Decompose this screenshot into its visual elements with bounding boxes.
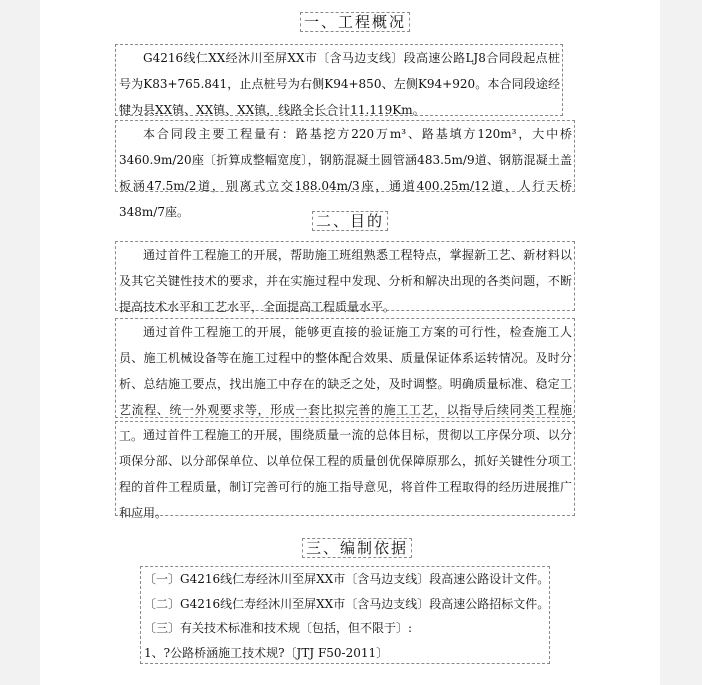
paragraph-text: G4216线仁XX经沐川至屏XX市〔含马边支线〕段高速公路LJ8合同段起点桩号为K83+765.841，止点桩号为右侧K94+850、左侧K94+920。本合同段途经犍为县XX镇、XX镇、XX镇，线路全长合计11.119Km。 [119, 51, 560, 117]
paragraph-text: 通过首件工程施工的开展，能够更直接的验证施工方案的可行性，检查施工人员、施工机械设备等在施工过程中的整体配合效果、质量保证体系运转情况。及时分析、总结施工要点，找出施工中存在的缺乏之处，及时调整。明确质量标准、稳定工艺流程、统一外观要求等，形成一套比拟完善的施工工艺，以指导后续同类工程施工。 [119, 325, 572, 443]
section-heading-overview: 一、工程概况 [300, 12, 410, 32]
section-heading-basis: 三、编制依据 [302, 538, 412, 558]
basis-item-tender-docs: 〔二〕G4216线仁寿经沐川至屏XX市〔含马边支线〕段高速公路招标文件。 [144, 596, 550, 611]
paragraph-text: 本合同段主要工程量有：路基挖方220万m³、路基填方120m³，大中桥3460.9m/20座〔折算成整幅宽度〕，钢筋混凝土圆管涵483.5m/9道、钢筋混凝土盖板涵47.5m/2道，别离式立交188.04m/3座，通道400.25m/12道，人行天桥348m/7座。 [119, 127, 572, 219]
document-page [40, 0, 660, 685]
basis-item-bridge-spec: 1、?公路桥涵施工技术规?〔JTJ F50-2011〕 [144, 645, 389, 660]
purpose-paragraph-3 [115, 421, 575, 520]
purpose-paragraph-2 [115, 318, 575, 443]
purpose-paragraph-1 [115, 241, 575, 314]
paragraph-text: 通过首件工程施工的开展，围绕质量一流的总体目标，贯彻以工序保分项、以分项保分部、以分部保单位、以单位保工程的质量创优保障原那么，抓好关键性分项工程的首件工程质量，制订完善可行的施工指导意见，将首件工程取得的经历进展推广和应用。 [119, 428, 572, 520]
paragraph-text: 通过首件工程施工的开展，帮助施工班组熟悉工程特点，掌握新工艺、新材料以及其它关键性技术的要求，并在实施过程中发现、分析和解决出现的各类问题，不断提高技术水平和工艺水平，全面提高工程质量水平。 [119, 248, 572, 314]
basis-item-standards: 〔三〕有关技术标准和技术规〔包括，但不限于〕: [144, 621, 413, 635]
overview-paragraph-2 [115, 120, 575, 219]
basis-list [140, 566, 550, 664]
section-heading-purpose: 二、目的 [312, 211, 388, 231]
overview-paragraph-1 [115, 44, 563, 116]
basis-item-design-docs: 〔一〕G4216线仁寿经沐川至屏XX市〔含马边支线〕段高速公路设计文件。 [144, 572, 550, 586]
